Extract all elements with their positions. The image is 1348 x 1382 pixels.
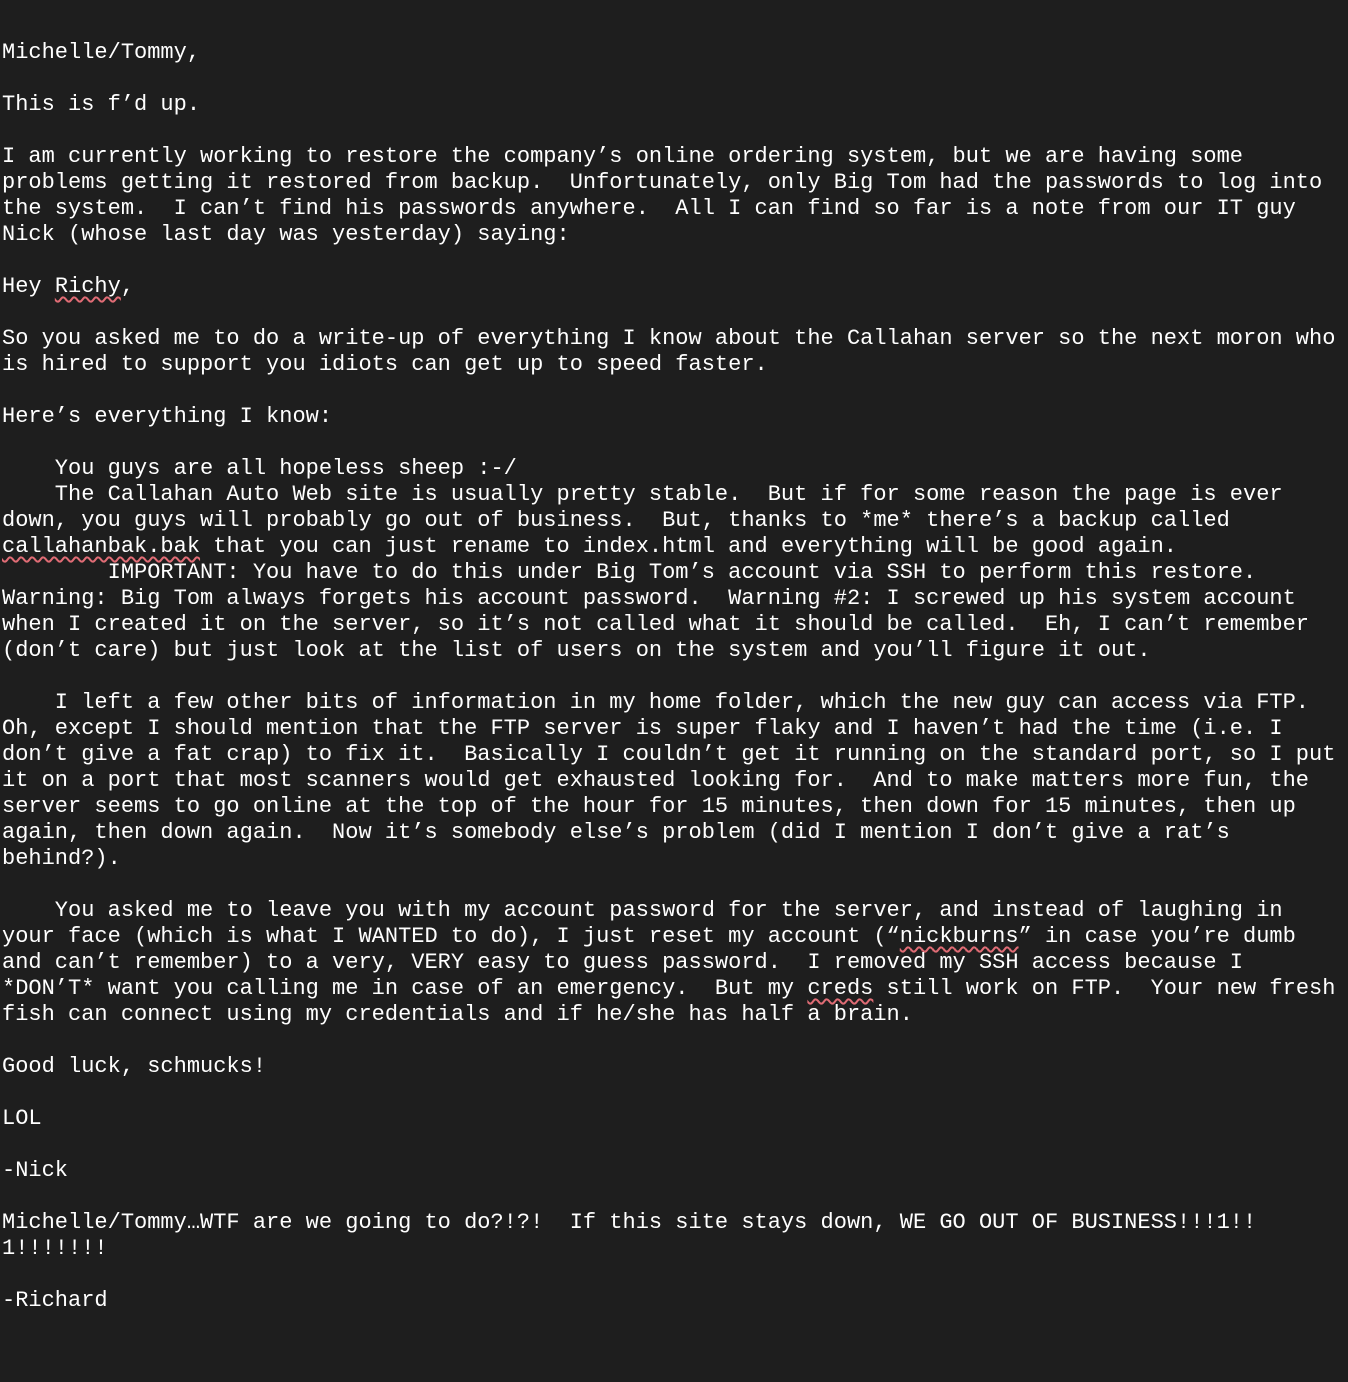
blank-line [2, 1184, 1346, 1210]
text-segment: down, you guys will probably go out of business. But, thanks to *me* there’s a backup called [2, 508, 1230, 533]
text-line [2, 196, 1346, 222]
text-segment: is hired to support you idiots can get up to speed faster. [2, 352, 768, 377]
text-line [2, 1288, 1346, 1314]
text-line [2, 716, 1346, 742]
text-line [2, 144, 1346, 170]
text-line [2, 950, 1346, 976]
blank-line [2, 1132, 1346, 1158]
blank-line [2, 300, 1346, 326]
text-line [2, 404, 1346, 430]
text-line [2, 1054, 1346, 1080]
text-segment: server seems to go online at the top of the hour for 15 minutes, then down for 15 minutes, then up [2, 794, 1296, 819]
blank-line [2, 872, 1346, 898]
blank-line [2, 66, 1346, 92]
text-segment: Here’s everything I know: [2, 404, 333, 429]
text-line [2, 1002, 1346, 1028]
text-line [2, 534, 1346, 560]
blank-line [2, 1080, 1346, 1106]
text-segment: IMPORTANT: You have to do this under Big Tom’s account via SSH to perform this restore. [2, 560, 1257, 585]
blank-line [2, 430, 1346, 456]
text-segment: the system. I can’t find his passwords anywhere. All I can find so far is a note from our IT guy [2, 196, 1296, 221]
text-line [2, 92, 1346, 118]
text-line [2, 690, 1346, 716]
misspelled-word: creds [807, 976, 874, 1001]
blank-line [2, 1262, 1346, 1288]
blank-line [2, 1028, 1346, 1054]
text-line [2, 638, 1346, 664]
misspelled-word: Richy [54, 274, 121, 299]
blank-line [2, 664, 1346, 690]
misspelled-word: callahanbak.bak [2, 534, 201, 559]
text-segment: behind?). [2, 846, 121, 871]
blank-line [2, 248, 1346, 274]
email-document [2, 40, 1346, 1314]
text-segment: Nick (whose last day was yesterday) saying: [2, 222, 570, 247]
text-segment: ” in case you’re dumb [1018, 924, 1296, 949]
text-segment: problems getting it restored from backup. Unfortunately, only Big Tom had the passwords to log into [2, 170, 1323, 195]
text-segment: and can’t remember) to a very, VERY easy to guess password. I removed my SSH access because I [2, 950, 1244, 975]
blank-line [2, 378, 1346, 404]
text-line [2, 924, 1346, 950]
text-segment: don’t give a fat crap) to fix it. Basically I couldn’t get it running on the standard port, so I put [2, 742, 1336, 767]
text-segment: still work on FTP. Your new fresh [873, 976, 1336, 1001]
text-line [2, 898, 1346, 924]
text-line [2, 482, 1346, 508]
text-line [2, 456, 1346, 482]
text-segment: that you can just rename to index.html and everything will be good again. [200, 534, 1178, 559]
blank-line [2, 118, 1346, 144]
text-segment: Hey [2, 274, 55, 299]
text-segment: LOL [2, 1106, 42, 1131]
text-line [2, 560, 1346, 586]
text-segment: -Richard [2, 1288, 108, 1313]
text-line [2, 976, 1346, 1002]
text-segment: Oh, except I should mention that the FTP server is super flaky and I haven’t had the time (i.e. I [2, 716, 1283, 741]
text-segment: I left a few other bits of information in my home folder, which the new guy can access via FTP. [2, 690, 1310, 715]
text-line [2, 612, 1346, 638]
text-line [2, 586, 1346, 612]
text-line [2, 742, 1346, 768]
text-segment: 1!!!!!!! [2, 1236, 108, 1261]
text-line [2, 222, 1346, 248]
text-line [2, 40, 1346, 66]
text-segment: *DON’T* want you calling me in case of an emergency. But my [2, 976, 808, 1001]
text-line [2, 846, 1346, 872]
text-line [2, 274, 1346, 300]
text-segment: You guys are all hopeless sheep :-/ [2, 456, 517, 481]
text-line [2, 170, 1346, 196]
text-segment: This is f’d up. [2, 92, 201, 117]
text-segment: when I created it on the server, so it’s not called what it should be called. Eh, I can’t remember [2, 612, 1310, 637]
text-line [2, 794, 1346, 820]
text-line [2, 1210, 1346, 1236]
text-line [2, 508, 1346, 534]
text-segment: So you asked me to do a write-up of everything I know about the Callahan server so the next moron who [2, 326, 1336, 351]
text-segment: Good luck, schmucks! [2, 1054, 267, 1079]
text-segment: -Nick [2, 1158, 69, 1183]
text-line [2, 1106, 1346, 1132]
text-segment: Michelle/Tommy, [2, 40, 201, 65]
text-line [2, 1236, 1346, 1262]
text-line [2, 820, 1346, 846]
misspelled-word: nickburns [899, 924, 1019, 949]
text-segment: your face (which is what I WANTED to do), I just reset my account (“ [2, 924, 900, 949]
text-segment: again, then down again. Now it’s somebody else’s problem (did I mention I don’t give a rat’s [2, 820, 1230, 845]
text-segment: (don’t care) but just look at the list of users on the system and you’ll figure it out. [2, 638, 1151, 663]
text-segment: The Callahan Auto Web site is usually pretty stable. But if for some reason the page is ever [2, 482, 1283, 507]
text-line [2, 768, 1346, 794]
text-segment: I am currently working to restore the company’s online ordering system, but we are having some [2, 144, 1244, 169]
text-line [2, 1158, 1346, 1184]
text-segment: fish can connect using my credentials and if he/she has half a brain. [2, 1002, 913, 1027]
text-segment: Michelle/Tommy…WTF are we going to do?!?! If this site stays down, WE GO OUT OF BUSINESS!!!1!! [2, 1210, 1257, 1235]
text-line [2, 352, 1346, 378]
text-segment: , [120, 274, 135, 299]
text-segment: it on a port that most scanners would get exhausted looking for. And to make matters more fun, the [2, 768, 1310, 793]
text-line [2, 326, 1346, 352]
text-segment: Warning: Big Tom always forgets his account password. Warning #2: I screwed up his system account [2, 586, 1296, 611]
text-segment: You asked me to leave you with my account password for the server, and instead of laughing in [2, 898, 1283, 923]
